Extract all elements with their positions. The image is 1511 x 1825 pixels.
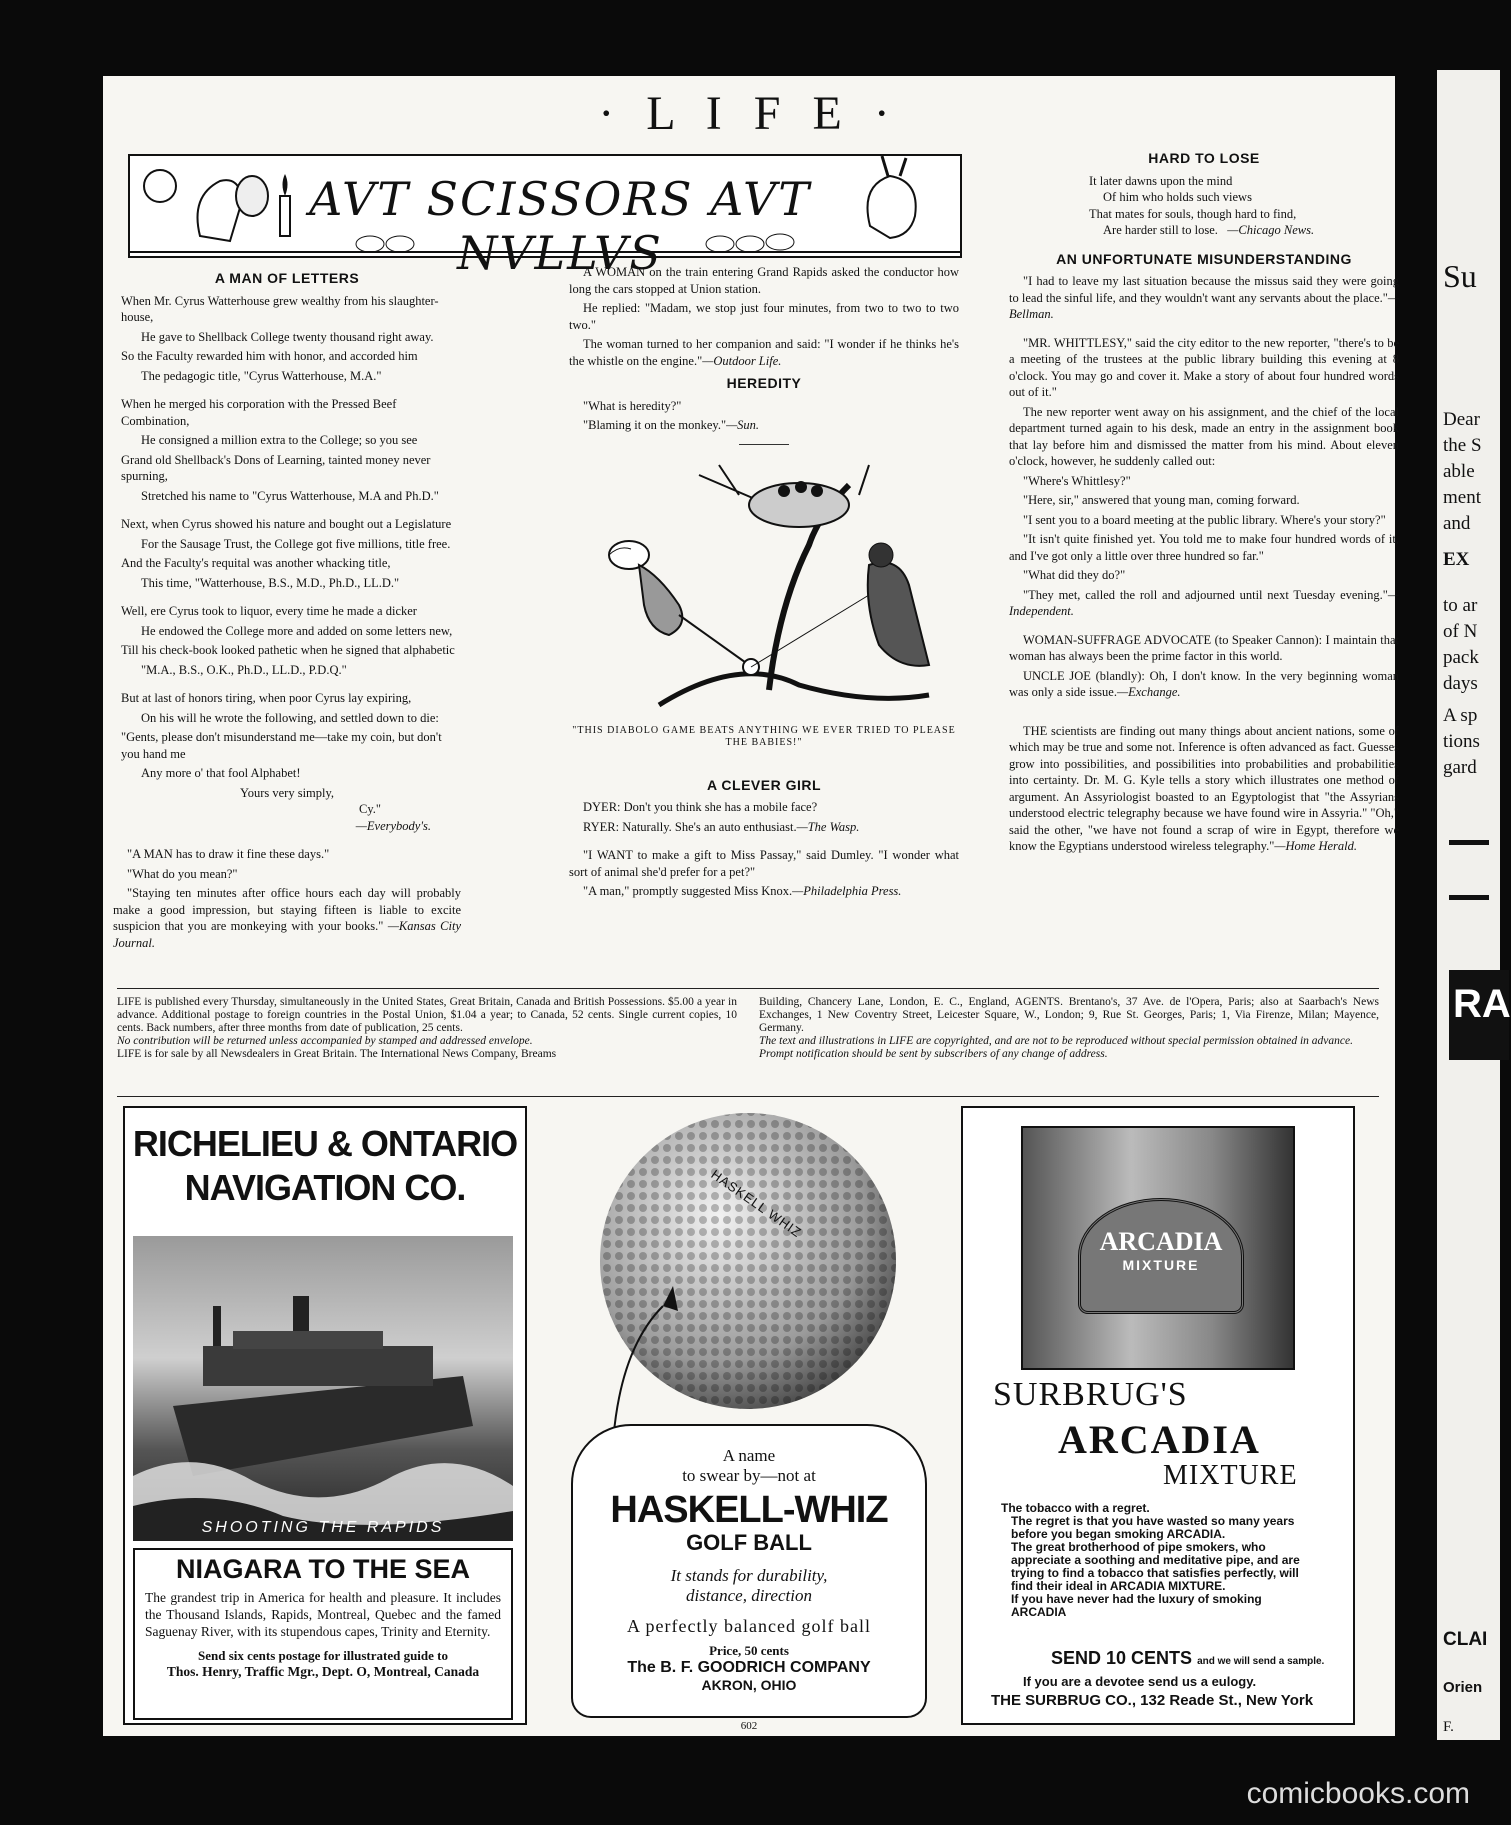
page-number: 602 [740, 1720, 758, 1732]
ball-stamp: HASKELL WHIZ [708, 1166, 805, 1241]
poem-line: Are harder still to lose. —Chicago News. [1103, 223, 1315, 237]
fragment-text: Dear [1443, 409, 1480, 430]
poem-signoff: Yours very simply, [239, 785, 335, 800]
ad-body: A perfectly balanced golf ball [627, 1616, 871, 1636]
brand-name: SURBRUG'S [993, 1376, 1188, 1413]
birds-cartoon-illustration [569, 455, 959, 725]
ad-body: distance, direction [686, 1586, 812, 1605]
watermark: comicbooks.com [1246, 1777, 1470, 1810]
article-heading: AN UNFORTUNATE MISUNDERSTANDING [1056, 250, 1352, 267]
joke-line: "A MAN has to draw it fine these days." [127, 847, 330, 861]
fragment-text: to ar [1443, 595, 1478, 616]
poem-line: Well, ere Cyrus took to liquor, every time he made a dicker [121, 604, 417, 618]
notice-text: Building, Chancery Lane, London, E. C., England, AGENTS. Brentano's, 37 Ave. de l'Opera, Paris; also at Saarbach's News Exchanges, 1 New Coventry Street, Leicester Square, W., London; 9, Rue St. Georges, Paris; 1, Via Firenze, Milan; Mayence, Germany. [759, 996, 1379, 1034]
anecdote-text: "MR. WHITTLESY," said the city editor to the new reporter, "there's to be a meeting of the trustees at the public library building this evening at 8 o'clock. You may go and cover it. Make a story of about four hundred words out of it." [1009, 335, 1399, 399]
column-left [113, 264, 461, 954]
steamship-photo [133, 1236, 513, 1541]
anecdote-text: "What is heredity?" [583, 398, 682, 413]
ornament-divider [1449, 840, 1489, 900]
fragment-text: Su [1443, 258, 1477, 294]
fragment-text: gard [1443, 757, 1477, 778]
poem-line: The pedagogic title, "Cyrus Watterhouse, M.A." [141, 368, 382, 383]
fragment-text: RA [1453, 982, 1511, 1026]
poem-line: For the Sausage Trust, the College got five millions, title free. [141, 536, 451, 551]
ad-copy-box [571, 1424, 927, 1718]
fragment-text: A sp [1443, 705, 1478, 726]
poem-line: Any more o' that fool Alphabet! [141, 766, 301, 780]
anecdote-text: "A man," promptly suggested Miss Knox.—Philadelphia Press. [583, 884, 902, 898]
article-heading: A MAN OF LETTERS [214, 270, 360, 286]
anecdote-text: The new reporter went away on his assignment, and the chief of the local department turned again to his desk, made an entry in the assignment book that lay before him and dismissed the matter from his mind. About eleven o'clock, however, he suddenly called out: [1009, 404, 1399, 468]
anecdote-text: "I WANT to make a gift to Miss Passay," said Dumley. "I wonder what sort of animal she'd prefer for a pet?" [569, 848, 959, 879]
banner-title: AVT SCISSORS AVT NVLLVS [309, 172, 811, 280]
anecdote-text: "It isn't quite finished yet. You told me to make four hundred words of it, and I've got only a little over three hundred so far." [1009, 532, 1399, 563]
fragment-text: EX [1443, 549, 1470, 570]
fragment-text: and [1443, 513, 1471, 534]
poem-line: Till his check-book looked pathetic when he signed that alphabetic [121, 643, 455, 657]
magazine-page [103, 76, 1399, 1736]
fragment-text: of N [1443, 621, 1478, 642]
ad-cta: Thos. Henry, Traffic Mgr., Dept. O, Montreal, Canada [166, 1664, 480, 1679]
poem-line: This time, "Watterhouse, B.S., M.D., Ph.D., LL.D." [141, 575, 400, 590]
anecdote-text: "What did they do?" [1023, 568, 1126, 582]
poem-line: But at last of honors tiring, when poor Cyrus lay expiring, [121, 691, 412, 705]
anecdote-text: WOMAN-SUFFRAGE ADVOCATE (to Speaker Cannon): I maintain that woman has always been the prime factor in this world. [1009, 632, 1399, 663]
brand-product: GOLF BALL [686, 1530, 812, 1555]
cartoon-caption: "THIS DIABOLO GAME BEATS ANYTHING WE EVER TRIED TO PLEASE THE BABIES!" [572, 724, 956, 748]
ad-headline: NIAGARA TO THE SEA [175, 1554, 471, 1584]
ad-richelieu-ontario [123, 1106, 527, 1725]
poem-line: "Gents, please don't misunderstand me—take my coin, but don't you hand me [121, 730, 442, 761]
divider [117, 988, 1379, 989]
ad-company: The B. F. GOODRICH COMPANY [627, 1659, 871, 1676]
tin-label [1078, 1198, 1244, 1314]
anecdote-text: "They met, called the roll and adjourned until next Tuesday evening."—Independent. [1009, 587, 1399, 618]
fragment-text: ment [1443, 487, 1481, 508]
ad-cta: Send six cents postage for illustrated guide to [197, 1648, 448, 1663]
poem-line: When he merged his corporation with the Pressed Beef Combination, [121, 397, 397, 428]
fragment-text: able [1443, 461, 1475, 482]
fragment-text: the S [1443, 435, 1482, 456]
notice-right [759, 996, 1379, 1061]
fragment-box [1449, 970, 1509, 1060]
poem-line: That mates for souls, though hard to find, [1089, 206, 1297, 221]
notice-text: Prompt notification should be sent by subscribers of any change of address. [759, 1048, 1108, 1060]
poem-line: He consigned a million extra to the College; so you see [141, 433, 418, 447]
anecdote-text: He replied: "Madam, we stop just four minutes, from two to two to two two." [569, 301, 959, 332]
poem-line: On his will he wrote the following, and settled down to die: [141, 710, 439, 725]
brand-name: ARCADIA [1058, 1417, 1261, 1462]
masthead: · L I F E · [598, 87, 900, 140]
notice-text: No contribution will be returned unless accompanied by stamped and addressed envelope. [117, 1035, 533, 1047]
divider [117, 1096, 1379, 1097]
ad-tagline: to swear by—not at [682, 1466, 816, 1485]
ad-city: AKRON, OHIO [701, 1677, 797, 1693]
fragment-text: F. [1443, 1719, 1454, 1735]
anecdote-text: "I sent you to a board meeting at the public library. Where's your story?" [1023, 512, 1386, 527]
column-middle [569, 264, 959, 903]
column-right [1009, 144, 1399, 858]
brand-name: MIXTURE [1163, 1460, 1298, 1491]
anecdote-text: "Where's Whittlesy?" [1023, 473, 1131, 488]
article-heading: A CLEVER GIRL [706, 776, 822, 793]
anecdote-text: A WOMAN on the train entering Grand Rapids asked the conductor how long the cars stopped at Union station. [569, 265, 959, 296]
poem-line: And the Faculty's requital was another whacking title, [121, 556, 391, 570]
poem-line: Next, when Cyrus showed his nature and bought out a Legislature [121, 517, 452, 531]
ad-body: It stands for durability, [670, 1566, 828, 1585]
photo-caption: SHOOTING THE RAPIDS [201, 1519, 445, 1536]
poem-line: When Mr. Cyrus Watterhouse grew wealthy from his slaughter-house, [121, 293, 439, 324]
tobacco-tin-illustration [1021, 1126, 1295, 1370]
article-heading: HARD TO LOSE [1148, 150, 1260, 166]
divider [739, 444, 789, 445]
source-credit: —Everybody's. [355, 818, 431, 833]
anecdote-text: "I had to leave my last situation because the missus said they were going to lead the sinful life, and they wouldn't want any servants about the place."—Bellman. [1009, 274, 1399, 321]
poem-line: He endowed the College more and added on some letters new, [141, 623, 453, 638]
poem-line: So the Faculty rewarded him with honor, and accorded him [121, 349, 418, 363]
fragment-text: days [1443, 673, 1478, 694]
ad-haskell-whiz [553, 1106, 938, 1721]
poem-line: "M.A., B.S., O.K., Ph.D., LL.D., P.D.Q." [141, 662, 347, 677]
ad-copy-box [133, 1548, 513, 1720]
tin-label-text: MIXTURE [1122, 1257, 1200, 1273]
ad-cta: SEND 10 CENTS and we will send a sample. [1051, 1648, 1325, 1668]
fragment-text: tions [1443, 731, 1480, 752]
fragment-text: Orien [1443, 1679, 1483, 1696]
anecdote-text: DYER: Don't you think she has a mobile face? [583, 800, 818, 814]
ad-title: RICHELIEU & ONTARIO NAVIGATION CO. [132, 1123, 518, 1208]
fragment-text: CLAI [1443, 1629, 1488, 1650]
anecdote-text: UNCLE JOE (blandly): Oh, I don't know. In the very beginning woman was only a side issue.—Exchange. [1009, 668, 1399, 699]
notice-left [117, 996, 737, 1061]
joke-line: "What do you mean?" [127, 866, 238, 881]
ad-body: If you are a devotee send us a eulogy. [1023, 1674, 1257, 1689]
anecdote-text: RYER: Naturally. She's an auto enthusiast.—The Wasp. [583, 819, 860, 834]
poem-line: Stretched his name to "Cyrus Watterhouse, M.A and Ph.D." [141, 488, 439, 503]
poem-signoff: Cy." [358, 802, 381, 816]
steamship-icon [133, 1236, 513, 1541]
anecdote-text: THE scientists are finding out many things about ancient nations, some of which may be true and some not. Inference is often advanced as fact. Guesses grow into possibilities, and possibilities into probabilities and probabilities into certainty. Dr. M. G. Kyle tells a story which illustrates one method of argument. An Assyriologist boasted to an Egyptologist that "the Assyrians understood electric telegraphy because we have found wire in Assyria." "Oh," said the other, "we have not found a scrap of wire in Egypt, therefore we know the Egyptians understood wireless telegraphy."—Home Herald. [1009, 723, 1399, 853]
fragment-text: pack [1443, 647, 1479, 668]
brand-name: HASKELL-WHIZ [610, 1489, 888, 1531]
ad-body: The tobacco with a regret. The regret is that you have wasted so many years before you began smoking ARCADIA. The great brotherhood of pipe smokers, who appreciate a soothing and meditative pipe, and are trying to find a tobacco that satisfies perfectly, will find their ideal in ARCADIA MIXTURE. If you have never had the luxury of smoking ARCADIA [1001, 1501, 1300, 1619]
ad-price: Price, 50 cents [709, 1643, 789, 1658]
ad-tagline: A name [722, 1446, 776, 1465]
poem-line: Grand old Shellback's Dons of Learning, tainted money never spurning, [121, 452, 431, 483]
notice-text: LIFE is for sale by all Newsdealers in Great Britain. The International News Company, Breams [117, 1048, 557, 1060]
anecdote-text: "Here, sir," answered that young man, coming forward. [1023, 493, 1300, 507]
article-heading: HEREDITY [726, 375, 802, 391]
poem-line: Of him who holds such views [1103, 190, 1252, 204]
ad-address: THE SURBRUG CO., 132 Reade St., New York [991, 1692, 1314, 1709]
notice-text: LIFE is published every Thursday, simultaneously in the United States, Great Britain, Canada and British Possessions. $5.00 a year in advance. Additional postage to foreign countries in the Postal Union, $1.04 a year; to Canada, 52 cents. Single current copies, 10 cents. Back numbers, after three months from date of publication, 25 cents. [117, 996, 737, 1034]
tin-label-text: ARCADIA [1099, 1227, 1223, 1256]
facing-page-fragment [1437, 70, 1511, 1740]
poem-line: He gave to Shellback College twenty thousand right away. [141, 329, 434, 344]
anecdote-text: The woman turned to her companion and said: "I wonder if he thinks he's the whistle on the engine."—Outdoor Life. [569, 337, 959, 368]
golf-ball-icon [553, 1106, 938, 1446]
notice-text: The text and illustrations in LIFE are copyrighted, and are not to be reproduced without special permission obtained in advance. [759, 1035, 1353, 1047]
poem-line: It later dawns upon the mind [1089, 173, 1233, 188]
anecdote-text: "Blaming it on the monkey."—Sun. [583, 418, 760, 432]
ad-body: The grandest trip in America for health and pleasure. It includes the Thousand Islands, Rapids, Montreal, Quebec and the famed Saguenay River, with its stupendous capes, Trinity and Eternity. [145, 1590, 501, 1639]
ad-arcadia-mixture [961, 1106, 1355, 1725]
joke-line: "Staying ten minutes after office hours each day will probably make a good impression, but staying fifteen is liable to excite suspicion that you are monkeying with your books." —Kansas City Journal. [113, 886, 461, 950]
